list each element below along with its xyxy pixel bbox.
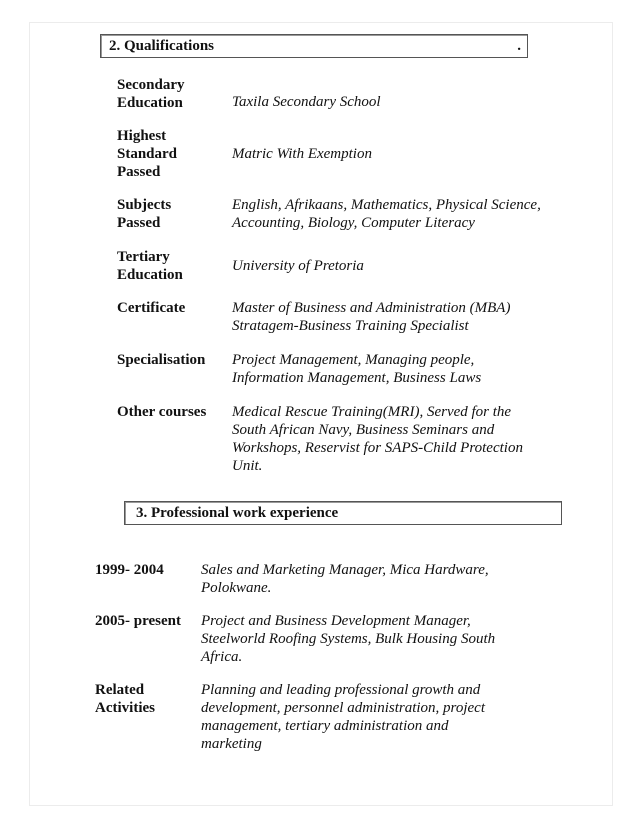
work-period: Related Activities: [95, 682, 155, 716]
work-experience-heading: [124, 501, 562, 525]
work-period: 2005- present: [95, 613, 181, 629]
qualification-label: Subjects Passed: [117, 197, 172, 231]
qualification-value: Taxila Secondary School: [232, 94, 381, 110]
qualifications-heading-text: 2. Qualifications: [109, 38, 215, 54]
qualification-label: Certificate: [117, 300, 186, 316]
qualifications-heading: [100, 34, 528, 58]
work-period: 1999- 2004: [95, 562, 164, 578]
qualification-value: Matric With Exemption: [232, 146, 372, 162]
qualification-label: Highest Standard Passed: [117, 128, 178, 180]
qualification-label: Secondary Education: [117, 77, 185, 111]
qualification-value: Medical Rescue Training(MRI), Served for the South African Navy, Business Seminars and Workshops, Reservist for SAPS-Child Protection Unit.: [232, 404, 523, 474]
work-description: Sales and Marketing Manager, Mica Hardware, Polokwane.: [201, 562, 489, 596]
qualification-value: English, Afrikaans, Mathematics, Physical Science, Accounting, Biology, Computer Literacy: [232, 197, 541, 231]
qualification-value: Project Management, Managing people, Information Management, Business Laws: [232, 352, 482, 386]
qualifications-heading-tail: .: [517, 38, 521, 54]
qualification-value: University of Pretoria: [232, 258, 364, 274]
qualification-label: Tertiary Education: [117, 249, 183, 283]
work-description: Planning and leading professional growth and development, personnel administration, project management, tertiary administration and marketing: [201, 682, 485, 752]
work-description: Project and Business Development Manager, Steelworld Roofing Systems, Bulk Housing South Africa.: [201, 613, 496, 665]
qualification-label: Specialisation: [117, 352, 206, 368]
qualification-value: Master of Business and Administration (MBA) Stratagem-Business Training Specialist: [232, 300, 511, 334]
qualification-label: Other courses: [117, 404, 207, 420]
work-experience-heading-text: 3. Professional work experience: [136, 505, 339, 521]
